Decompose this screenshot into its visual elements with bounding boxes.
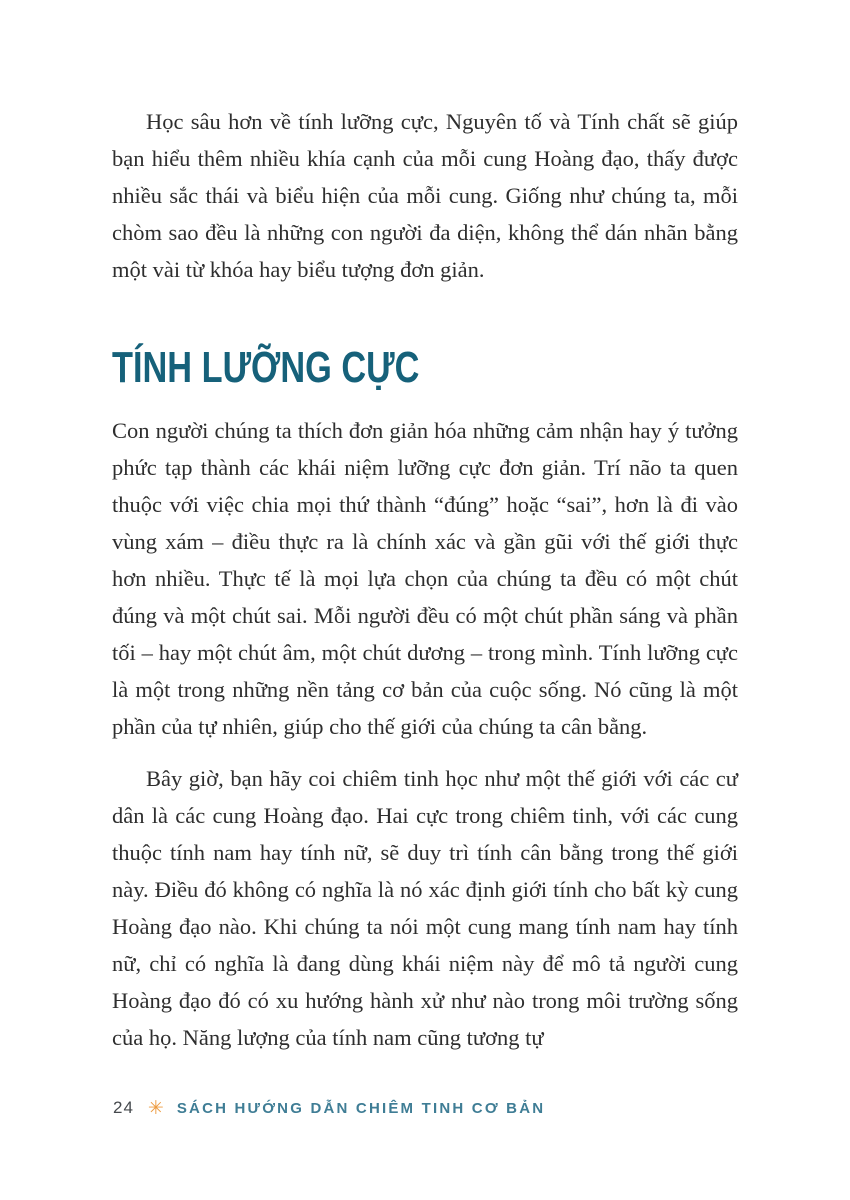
body-paragraph-1: Con người chúng ta thích đơn giản hóa những cảm nhận hay ý tưởng phức tạp thành các khái niệm lưỡng cực đơn giản. Trí não ta quen thuộc với việc chia mọi thứ thành “đúng” hoặc “sai”, hơn là đi vào vùng xám – điều thực ra là chính xác và gần gũi với thế giới thực hơn nhiều. Thực tế là mọi lựa chọn của chúng ta đều có một chút đúng và một chút sai. Mỗi người đều có một chút phần sáng và phần tối – hay một chút âm, một chút dương – trong mình. Tính lưỡng cực là một trong những nền tảng cơ bản của cuộc sống. Nó cũng là một phần của tự nhiên, giúp cho thế giới của chúng ta cân bằng.: [112, 418, 738, 739]
text-column: [112, 103, 738, 1056]
body-paragraph-2: Bây giờ, bạn hãy coi chiêm tinh học như một thế giới với các cư dân là các cung Hoàng đạo. Hai cực trong chiêm tinh, với các cung thuộc tính nam hay tính nữ, sẽ duy trì tính cân bằng trong thế giới này. Điều đó không có nghĩa là nó xác định giới tính cho bất kỳ cung Hoàng đạo nào. Khi chúng ta nói một cung mang tính nam hay tính nữ, chỉ có nghĩa là đang dùng khái niệm này để mô tả người cung Hoàng đạo đó có xu hướng hành xử như nào trong môi trường sống của họ. Năng lượng của tính nam cũng tương tự: [112, 766, 738, 1050]
section-heading: TÍNH LƯỠNG CỰC: [112, 343, 420, 392]
intro-paragraph: Học sâu hơn về tính lưỡng cực, Nguyên tố và Tính chất sẽ giúp bạn hiểu thêm nhiều khía cạnh của mỗi cung Hoàng đạo, thấy được nhiều sắc thái và biểu hiện của mỗi cung. Giống như chúng ta, mỗi chòm sao đều là những con người đa diện, không thể dán nhãn bằng một vài từ khóa hay biểu tượng đơn giản.: [112, 109, 738, 282]
book-title: SÁCH HƯỚNG DẪN CHIÊM TINH CƠ BẢN: [176, 1099, 546, 1117]
page-footer: [113, 1098, 545, 1118]
asterisk-icon: ✳: [147, 1097, 164, 1119]
page-number: 24: [113, 1098, 134, 1117]
